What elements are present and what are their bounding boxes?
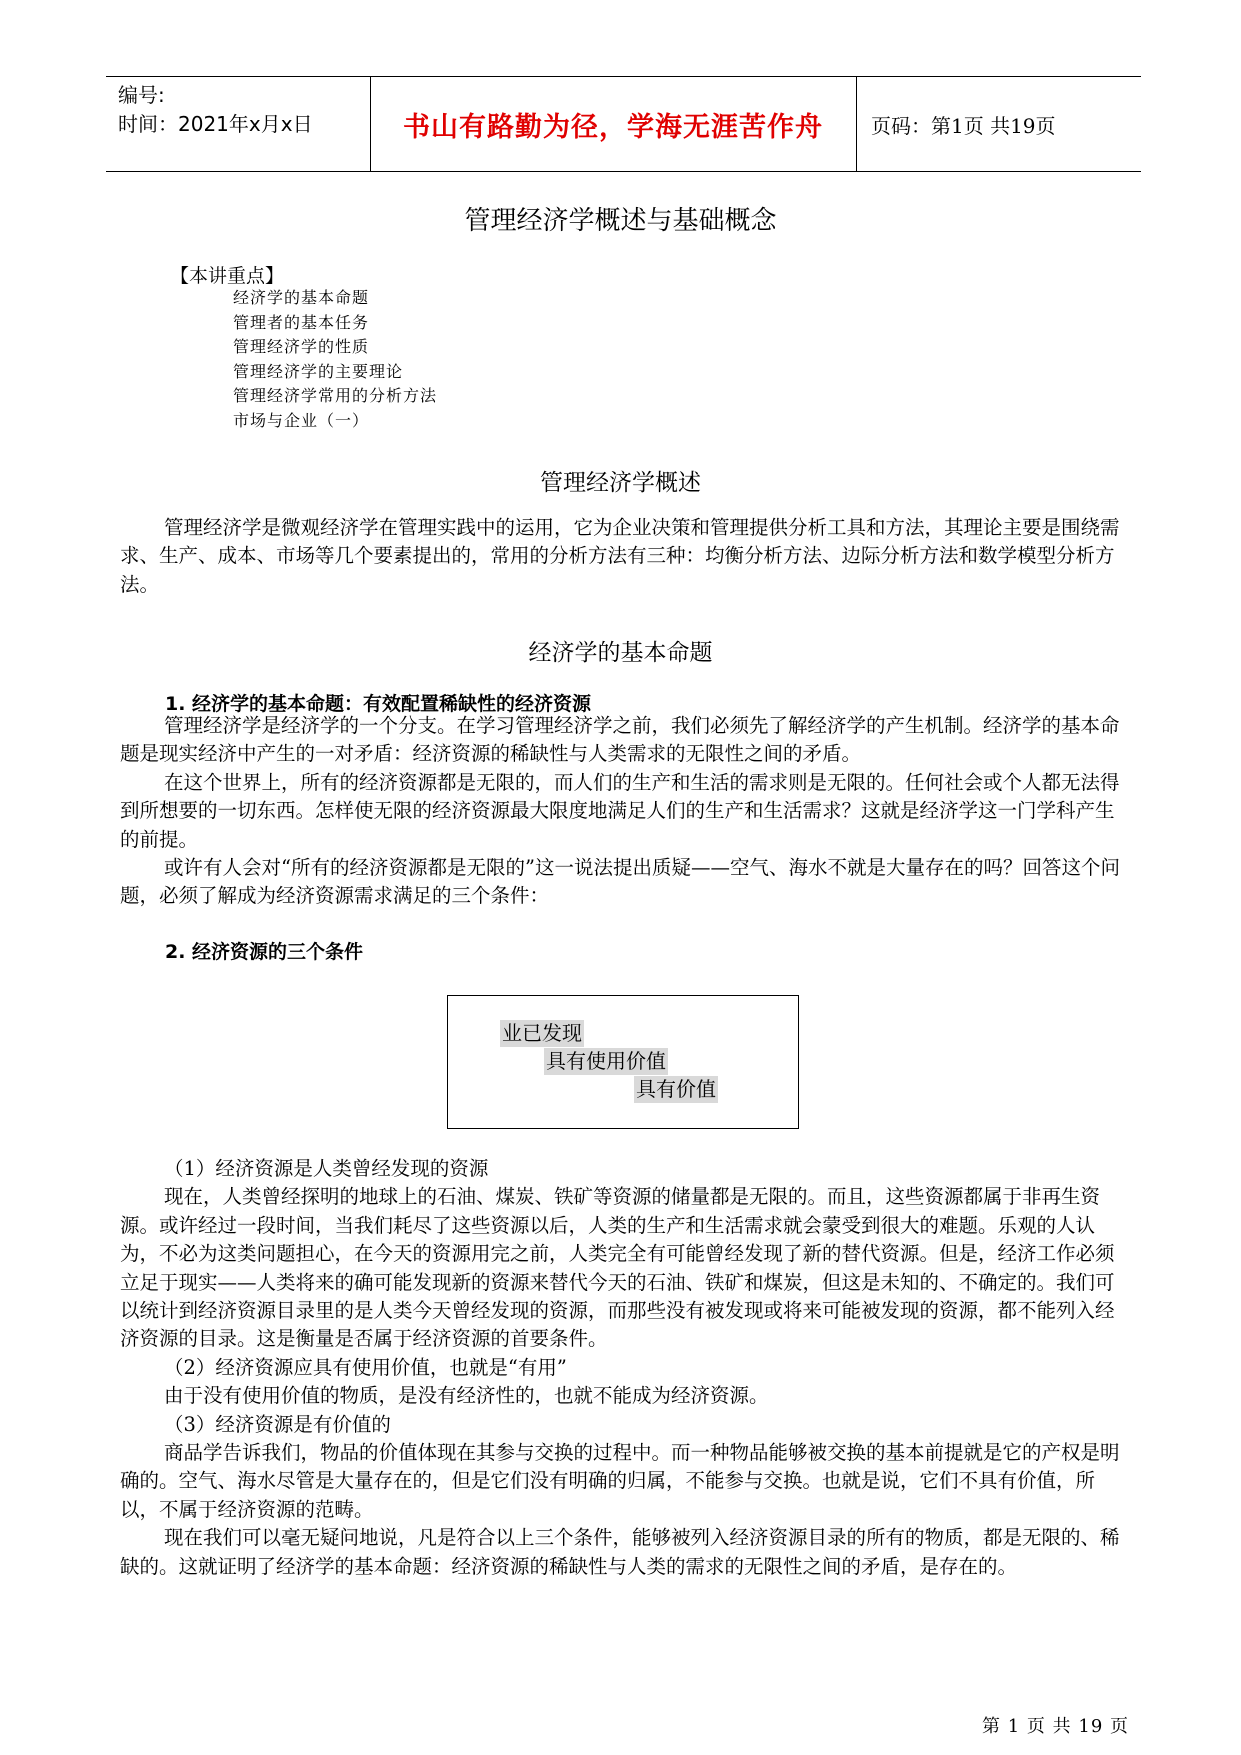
focus-item: 经济学的基本命题 [233,288,370,307]
page-info: 页码：第1页 共19页 [871,113,1056,138]
header-page-cell [857,77,1141,171]
paragraph: 现在，人类曾经探明的地球上的石油、煤炭、铁矿等资源的储量都是无限的。而且，这些资源都属于非再生资源。或许经过一段时间，当我们耗尽了这些资源以后，人类的生产和生活需求就会蒙受到很大的难题。乐观的人认为，不必为这类问题担心，在今天的资源用完之前，人类完全有可能曾经发现了新的替代资源。但是，经济工作必须立足于现实——人类将来的确可能发现新的资源来替代今天的石油、铁矿和煤炭，但这是未知的、不确定的。我们可以统计到经济资源目录里的是人类今天曾经发现的资源，而那些没有被发现或将来可能被发现的资源，都不能列入经济资源的目录。这是衡量是否属于经济资源的首要条件。 [120,1185,1115,1351]
focus-item: 管理经济学常用的分析方法 [233,386,438,405]
condition-value: 具有价值 [636,1077,716,1101]
paragraph: 或许有人会对“所有的经济资源都是无限的”这一说法提出质疑——空气、海水不就是大量存在的吗？回答这个问题，必须了解成为经济资源需求满足的三个条件： [120,856,1120,908]
section-title-proposition: 经济学的基本命题 [528,640,713,666]
header-table [106,76,1141,172]
focus-item: 市场与企业（一） [233,410,370,430]
focus-item: 管理者的基本任务 [233,312,370,332]
focus-heading: 【本讲重点】 [170,265,285,287]
paragraph: 商品学告诉我们，物品的价值体现在其参与交换的过程中。而一种物品能够被交换的基本前提就是它的产权是明确的。空气、海水尽管是大量存在的，但是它们没有明确的归属，不能参与交换。也就是说，它们不具有价值，所以，不属于经济资源的范畴。 [120,1441,1120,1521]
proposition-paragraphs [120,712,1130,911]
subheading-1: 1. 经济学的基本命题：有效配置稀缺性的经济资源 [165,693,592,715]
condition-use-value: 具有使用价值 [546,1049,666,1073]
motto: 书山有路勤为径，学海无涯苦作舟 [403,111,823,143]
paragraph: （1）经济资源是人类曾经发现的资源 [164,1157,489,1180]
paragraph: 由于没有使用价值的物质，是没有经济性的，也就不能成为经济资源。 [164,1384,769,1408]
focus-item: 管理经济学的性质 [233,337,370,356]
header-left-cell [106,77,371,171]
overview-paragraph [120,514,1130,599]
paragraph: （2）经济资源应具有使用价值，也就是“有用” [164,1355,567,1379]
focus-item: 管理经济学的主要理论 [233,361,404,381]
document-title: 管理经济学概述与基础概念 [464,206,777,236]
conditions-paragraphs [120,1155,1130,1581]
condition-discovered: 业已发现 [502,1021,582,1045]
serial-label: 编号: [118,83,165,107]
page-footer: 第 1 页 共 19 页 [982,1716,1129,1737]
focus-list [233,286,437,433]
header-motto-cell [370,77,857,171]
paragraph: 管理经济学是微观经济学在管理实践中的运用，它为企业决策和管理提供分析工具和方法，其理论主要是围绕需求、生产、成本、市场等几个要素提出的，常用的分析方法有三种：均衡分析方法、边际分析方法和数学模型分析方法。 [120,516,1120,596]
paragraph: （3）经济资源是有价值的 [164,1412,391,1436]
paragraph: 现在我们可以毫无疑问地说，凡是符合以上三个条件，能够被列入经济资源目录的所有的物质，都是无限的、稀缺的。这就证明了经济学的基本命题：经济资源的稀缺性与人类的需求的无限性之间的矛盾，是存在的。 [120,1526,1120,1578]
time-label: 时间：2021年x月x日 [118,112,313,136]
subheading-2: 2. 经济资源的三个条件 [165,941,364,963]
section-title-overview: 管理经济学概述 [540,470,701,496]
paragraph: 管理经济学是经济学的一个分支。在学习管理经济学之前，我们必须先了解经济学的产生机制。经济学的基本命题是现实经济中产生的一对矛盾：经济资源的稀缺性与人类需求的无限性之间的矛盾。 [120,714,1120,766]
conditions-box [447,995,799,1129]
paragraph: 在这个世界上，所有的经济资源都是无限的，而人们的生产和生活的需求则是无限的。任何社会或个人都无法得到所想要的一切东西。怎样使无限的经济资源最大限度地满足人们的生产和生活需求？这就是经济学这一门学科产生的前提。 [120,770,1120,851]
